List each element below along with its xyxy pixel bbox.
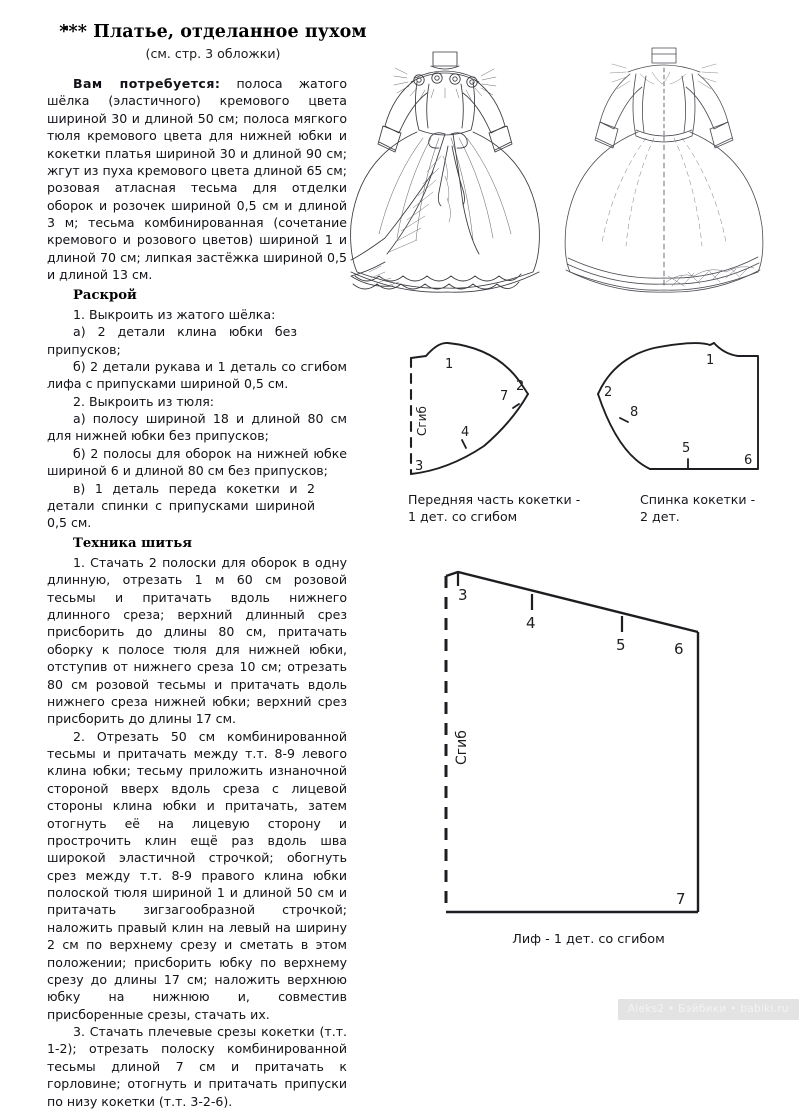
point-label-5: 5: [682, 441, 691, 456]
pattern-yoke-back: [592, 336, 777, 486]
watermark: Aleks2 • Бэйбики • babiki.ru: [618, 999, 799, 1020]
point-label-2: 2: [516, 379, 525, 394]
dress-illustration-back: [548, 24, 780, 306]
cutting-item-1: 1. Выкроить из жатого шёлка:: [73, 306, 276, 322]
caption-yoke-back-line2: 2 дет.: [640, 508, 680, 524]
point-label-1: 1: [445, 357, 454, 372]
technique-heading: Техника шитья: [73, 535, 192, 551]
pattern-yoke-front: [404, 336, 589, 486]
caption-yoke-front-line1: Передняя часть кокетки -: [408, 492, 581, 507]
point-label-6: 6: [744, 453, 753, 468]
bodice-point-5: 5: [616, 636, 626, 654]
point-label-7: 7: [500, 389, 509, 404]
cutting-item-6: б) 2 полосы для оборок на нижней юбке шириной 6 и длиной 80 см без припусков;: [47, 445, 347, 479]
point-label-4: 4: [461, 425, 470, 440]
point-label-8: 8: [630, 405, 639, 420]
cutting-item-7: в) 1 деталь переда кокетки и 2 детали спинки с припусками шириной 0,5 см.: [47, 480, 315, 531]
point-label-2b: 2: [604, 385, 613, 400]
caption-yoke-back-line1: Спинка кокетки -: [640, 492, 756, 507]
page-subtitle: (см. стр. 3 обложки): [145, 46, 281, 62]
dress-illustration-front: [333, 22, 563, 307]
technique-step-3: 3. Стачать плечевые срезы кокетки (т.т. 1-2); отрезать полоску комбинированной тесьмы длиной 7 см и притачать к горловине; отогнуть и притачать припуски по низу кокетки (т.т. 3-2-6).: [47, 1024, 347, 1109]
title-block: [48, 22, 378, 61]
caption-bodice: Лиф - 1 дет. со сгибом: [512, 932, 665, 947]
point-label-1b: 1: [706, 353, 715, 368]
cutting-item-4: 2. Выкроить из тюля:: [73, 393, 215, 409]
bodice-point-3: 3: [458, 586, 468, 604]
caption-yoke-front: [408, 492, 593, 525]
pattern-bodice: [436, 560, 741, 930]
materials-body: полоса жатого шёлка (эластичного) кремового цвета шириной 30 и длиной 50 см; полоса мягкого тюля кремового цвета для нижней юбки и кокетки платья шириной 30 и длиной 90 см; жгут из пуха кремового цвета длиной 65 см; розовая атласная тесьма для отделки оборок и розочек шириной 0,5 см и длиной 3 м; тесьма комбинированная (сочетание кремового и розового цветов) шириной 1 и длиной 70 см; липкая застёжка шириной 0,5 и длиной 13 см.: [47, 76, 347, 283]
cutting-item-2: а) 2 детали клина юбки без припусков;: [47, 324, 297, 357]
fold-label-bodice: Сгиб: [454, 730, 470, 765]
bodice-point-4: 4: [526, 614, 536, 632]
bodice-point-6: 6: [674, 640, 684, 658]
technique-step-1: 1. Стачать 2 полоски для оборок в одну длинную, отрезать 1 м 60 см розовой тесьмы и притачать вдоль нижнего длинного среза; верхний длинный срез присборить до длины 80 см, притачать оборку к полосе тюля для нижней юбки, отступив от нижнего среза 10 см; отрезать 80 см розовой тесьмы и притачать вдоль нижнего среза нижней юбки; верхний срез присборить до длины 17 см.: [47, 554, 347, 727]
point-label-3: 3: [415, 459, 424, 474]
page-title: *** Платье, отделанное пухом: [59, 22, 367, 42]
materials-paragraph: [47, 75, 347, 284]
fold-label-front: Сгиб: [415, 406, 429, 436]
caption-yoke-back: [640, 492, 805, 525]
cutting-heading: Раскрой: [73, 287, 137, 303]
caption-yoke-front-line2: 1 дет. со сгибом: [408, 508, 518, 524]
bodice-point-7: 7: [676, 890, 686, 908]
article-text-column: [47, 75, 347, 1110]
materials-label: Вам потребуется:: [73, 76, 221, 91]
technique-step-2: 2. Отрезать 50 см комбинированной тесьмы и притачать между т.т. 8-9 левого клина юбки; тесьму приложить изнаночной стороной вверх вдоль среза с лицевой стороны клина юбки и притачать, затем отогнуть её на лицевую сторону и прострочить клин ещё раз вдоль шва широкой эластичной строчкой; обогнуть срез между т.т. 8-9 правого клина юбки полоской тюля шириной 1 и длиной 50 см и притачать зигзагообразной строчкой; наложить правый клин на левый на ширину 2 см по верхнему срезу и сметать в этом положении; присборить юбку по верхнему срезу до длины 17 см; наложить верхнюю юбку на нижнюю и, совместив присборенные срезы, стачать их.: [47, 728, 347, 1022]
cutting-item-5: а) полосу шириной 18 и длиной 80 см для нижней юбки без припусков;: [47, 411, 347, 444]
cutting-item-3: б) 2 детали рукава и 1 деталь со сгибом лифа с припусками шириной 0,5 см.: [47, 358, 347, 392]
